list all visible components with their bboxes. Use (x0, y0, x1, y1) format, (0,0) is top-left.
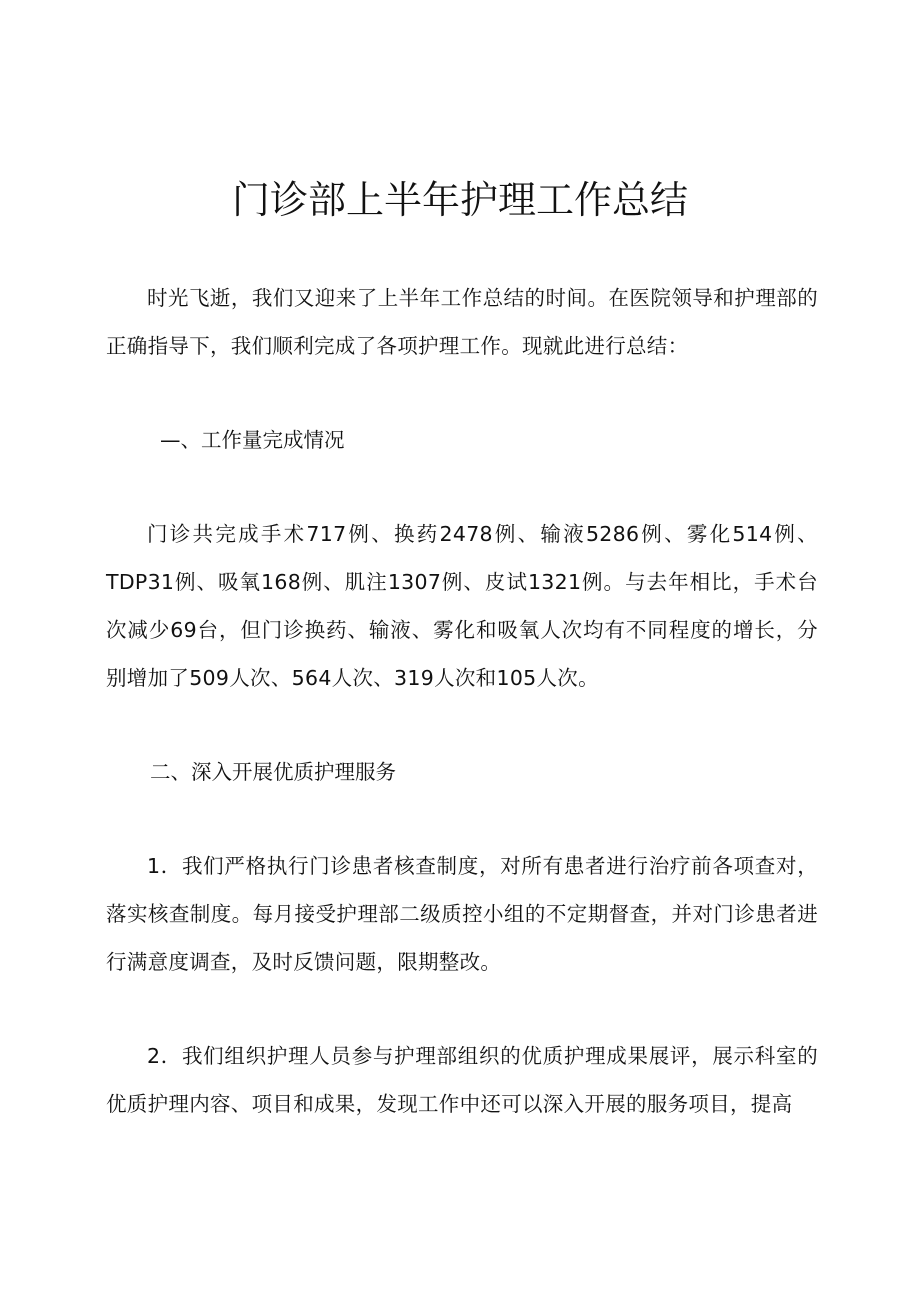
list-item-1: 1．我们严格执行门诊患者核查制度，对所有患者进行治疗前各项查对，落实核查制度。每月接受护理部二级质控小组的不定期督查，并对门诊患者进行满意度调查，及时反馈问题，限期整改。 (106, 854, 818, 974)
workload-paragraph: 门诊共完成手术717例、换药2478例、输液5286例、雾化514例、TDP31例、吸氧168例、肌注1307例、皮试1321例。与去年相比，手术台次减少69台，但门诊换药、输液、雾化和吸氧人次均有不同程度的增长，分别增加了509人次、564人次、319人次和105人次。 (106, 522, 818, 690)
section-heading-workload: —、工作量完成情况 (160, 428, 345, 452)
document-title: 门诊部上半年护理工作总结 (231, 178, 688, 222)
list-item-2: 2．我们组织护理人员参与护理部组织的优质护理成果展评，展示科室的优质护理内容、项目和成果，发现工作中还可以深入开展的服务项目，提高 (106, 1044, 818, 1116)
intro-paragraph: 时光飞逝，我们又迎来了上半年工作总结的时间。在医院领导和护理部的正确指导下，我们顺利完成了各项护理工作。现就此进行总结： (106, 286, 818, 358)
section-heading-quality-service: 二、深入开展优质护理服务 (150, 760, 396, 784)
